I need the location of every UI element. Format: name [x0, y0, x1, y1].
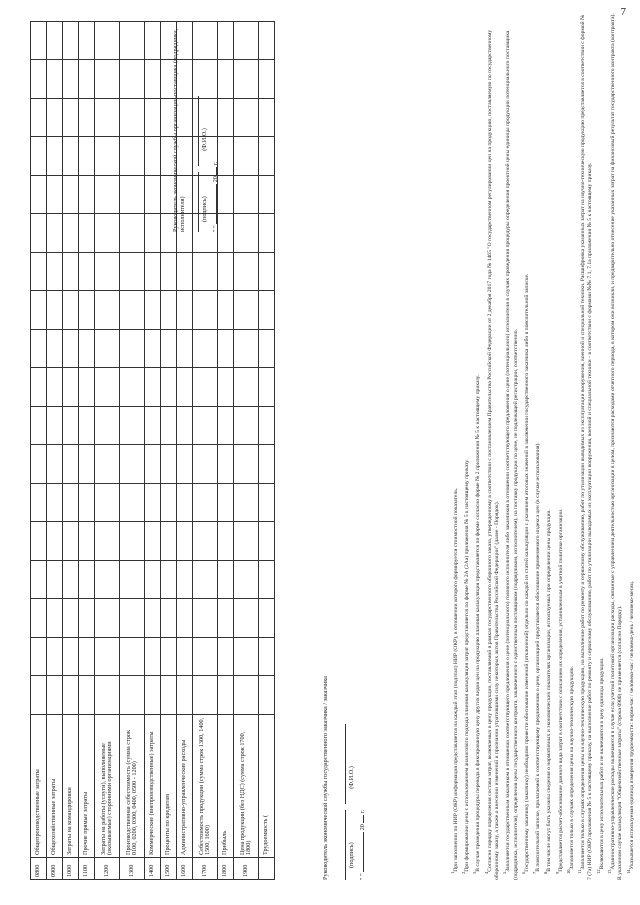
value-cell [218, 176, 234, 215]
value-cell [218, 253, 234, 292]
value-cell [161, 561, 177, 600]
row-name: Трудоемкость ( [259, 715, 275, 858]
left-date-quote: " " [359, 873, 366, 880]
row-code: 1200 [95, 858, 120, 880]
row-name: Проценты по кредитам [161, 715, 177, 858]
row-code: 1600 [177, 858, 193, 880]
value-cell [120, 291, 145, 330]
value-cell [218, 137, 234, 176]
row-code [259, 858, 275, 880]
value-cell [63, 99, 79, 138]
value-cell [47, 368, 63, 407]
value-cell [79, 176, 95, 215]
footnote: $^{13}$Административно-управленческие расходы включаются в случае если учетной политикой организации расходы, связанные с управлением деятельностью организации в целом, признаются расходами отчетного периода, в котором они возникли, и предварительно отнесение указанных затрат на финансовый результат государственного контракта (контракта). В указанном случае калькуляция "Общехозяйственные затраты" (строка 0900) не применяется (согласно Порядку). [606, 13, 624, 880]
left-date-year: 20 [359, 824, 366, 831]
value-cell [47, 522, 63, 561]
value-cell [218, 522, 234, 561]
value-cell [63, 176, 79, 215]
table-row [120, 22, 145, 880]
value-cell [218, 407, 234, 446]
value-cell [259, 291, 275, 330]
value-cell [79, 330, 95, 369]
left-signature-title: Руководитель экономической службы государственного заказчика / заказчика [322, 676, 329, 880]
value-cell [79, 137, 95, 176]
value-cell [31, 330, 47, 369]
value-cell [47, 407, 63, 446]
footnote: $^7$В пояснительной записке, прилагаемой к соответствующему предложению о цене, организацией представляется обоснование применяемого индекса цен (в случае использования). [532, 442, 542, 874]
value-cell [193, 368, 218, 407]
value-cell [95, 368, 120, 407]
value-cell [79, 368, 95, 407]
row-name: Общепроизводственные затраты [31, 715, 47, 858]
value-cell [234, 214, 259, 253]
footnote: $^6$Государственному заказчику (заказчику) необходимо провести обоснование изменений (отклонений) отдельно по каждой из статей калькуляции с указанием итоговых значений в заключении государственного заказчика либо в пояснительной записке. [520, 273, 530, 874]
value-cell [120, 484, 145, 523]
value-cell [193, 676, 218, 715]
row-name: Административно-управленческие расходы [177, 715, 193, 858]
value-cell [120, 22, 145, 61]
value-cell [31, 214, 47, 253]
value-cell [31, 522, 47, 561]
value-cell [193, 561, 218, 600]
value-cell [79, 22, 95, 61]
value-cell [95, 60, 120, 99]
value-cell [95, 484, 120, 523]
row-name: Затраты на командировки [63, 715, 79, 858]
row-code: 0800 [31, 858, 47, 880]
value-cell [177, 638, 193, 677]
value-cell [79, 99, 95, 138]
value-cell [193, 407, 218, 446]
value-cell [63, 445, 79, 484]
value-cell [177, 522, 193, 561]
value-cell [145, 445, 161, 484]
cost-table [30, 21, 275, 880]
value-cell [31, 60, 47, 99]
value-cell [177, 484, 193, 523]
table-row [63, 22, 79, 880]
value-cell [31, 638, 47, 677]
table-row [79, 22, 95, 880]
value-cell [145, 60, 161, 99]
value-cell [177, 599, 193, 638]
value-cell [47, 291, 63, 330]
value-cell [95, 638, 120, 677]
row-name: Производственная себестоимость (сумма строк 0100, 0200, 0300, 0400, 0500 - 1200) [120, 715, 145, 858]
value-cell [63, 484, 79, 523]
value-cell [218, 599, 234, 638]
value-cell [193, 445, 218, 484]
row-code: 1000 [63, 858, 79, 880]
value-cell [120, 176, 145, 215]
value-cell [259, 368, 275, 407]
value-cell [79, 599, 95, 638]
footnote: $^{10}$Заполняется только в случаях определения цены на научно-техническую продукцию. [565, 666, 575, 874]
value-cell [31, 599, 47, 638]
value-cell [218, 22, 234, 61]
value-cell [63, 638, 79, 677]
value-cell [177, 330, 193, 369]
value-cell [259, 99, 275, 138]
footnote: $^9$Представляется расчет-обоснование данного вида затрат в соответствии с описанием их определения, установленным в учетной политике организации. [554, 508, 564, 874]
value-cell [79, 561, 95, 600]
value-cell [145, 214, 161, 253]
value-cell [234, 407, 259, 446]
value-cell [193, 522, 218, 561]
value-cell [120, 214, 145, 253]
value-cell [218, 214, 234, 253]
value-cell [218, 291, 234, 330]
value-cell [63, 214, 79, 253]
value-cell [31, 484, 47, 523]
value-cell [259, 60, 275, 99]
right-date-year: 20 [212, 176, 219, 183]
right-podpis-label: (подпись) [201, 196, 208, 222]
right-fio-label: (Ф.И.О.) [201, 128, 208, 151]
value-cell [218, 638, 234, 677]
footnote: $^{12}$Включаются в цену исполнительных работ и не включаются в цену единицы продукции. [595, 657, 605, 874]
value-cell [234, 368, 259, 407]
table-row [218, 22, 234, 880]
value-cell [47, 214, 63, 253]
value-cell [95, 407, 120, 446]
value-cell [193, 599, 218, 638]
footnote: $^5$Заполняется государственным заказчиком в отношении соответствующего предложения о цене (потенциального) головного исполнителя либо заказчиком в отношении соответствующего предложения о цене (потенциального) исполнителя в случаях проведения процедуры определения проектной цены единицы продукции потенциального поставщика (подрядчика, исполнителя), определения цены государственного контракта, заключенного с единственным поставщиком (подрядчиком, исполнителем), на поставку продукции по цене, не подлежащей регистрации, соответственно. [502, 30, 519, 880]
value-cell [47, 22, 63, 61]
page-number: 7 [620, 6, 626, 18]
footnote: $^2$При формировании цены с использованием аналогового подхода плановая калькуляция затрат представляется по форме № 2А (2Аа) приложения № 5 к настоящему приказу. [461, 459, 471, 874]
value-cell [120, 599, 145, 638]
value-cell [177, 561, 193, 600]
value-cell [95, 176, 120, 215]
table-row [234, 22, 259, 880]
value-cell [47, 99, 63, 138]
value-cell [95, 137, 120, 176]
value-cell [145, 484, 161, 523]
footnote: $^3$В случае проведения процедуры перевода в фиксированную цену других видов цен на продукцию плановая калькуляция представляется по форме согласно форме № 2 приложения № 5 к настоящему приказу. [472, 374, 482, 874]
value-cell [47, 484, 63, 523]
value-cell [145, 599, 161, 638]
value-cell [161, 484, 177, 523]
value-cell [63, 561, 79, 600]
value-cell [47, 253, 63, 292]
value-cell [95, 561, 120, 600]
value-cell [145, 291, 161, 330]
value-cell [31, 176, 47, 215]
table-row [47, 22, 63, 880]
value-cell [218, 60, 234, 99]
value-cell [234, 60, 259, 99]
value-cell [193, 253, 218, 292]
value-cell [120, 137, 145, 176]
value-cell [234, 561, 259, 600]
value-cell [177, 676, 193, 715]
value-cell [177, 445, 193, 484]
value-cell [259, 407, 275, 446]
right-date-suffix: г. [212, 161, 219, 166]
value-cell [193, 484, 218, 523]
value-cell [234, 522, 259, 561]
value-cell [120, 407, 145, 446]
value-cell [120, 99, 145, 138]
left-podpis-label: (подпись) [348, 842, 355, 868]
value-cell [47, 176, 63, 215]
value-cell [120, 676, 145, 715]
value-cell [161, 599, 177, 638]
value-cell [31, 445, 47, 484]
value-cell [161, 407, 177, 446]
footnotes [450, 12, 637, 880]
value-cell [95, 253, 120, 292]
value-cell [63, 599, 79, 638]
value-cell [259, 176, 275, 215]
row-name: Прибыль [218, 715, 234, 858]
value-cell [79, 445, 95, 484]
row-name: Прочие прямые затраты [79, 715, 95, 858]
row-name: Цена продукции (без НДС) (сумма строк 1700, 1800) [234, 715, 259, 858]
value-cell [177, 368, 193, 407]
value-cell [63, 137, 79, 176]
value-cell [161, 291, 177, 330]
value-cell [234, 445, 259, 484]
value-cell [259, 22, 275, 61]
value-cell [145, 676, 161, 715]
value-cell [95, 22, 120, 61]
value-cell [31, 676, 47, 715]
value-cell [95, 214, 120, 253]
value-cell [95, 291, 120, 330]
value-cell [145, 561, 161, 600]
value-cell [259, 137, 275, 176]
value-cell [259, 253, 275, 292]
value-cell [31, 368, 47, 407]
value-cell [79, 638, 95, 677]
value-cell [47, 445, 63, 484]
value-cell [79, 522, 95, 561]
value-cell [63, 522, 79, 561]
value-cell [120, 330, 145, 369]
value-cell [63, 60, 79, 99]
value-cell [218, 368, 234, 407]
value-cell [31, 99, 47, 138]
value-cell [95, 676, 120, 715]
left-signature-block [322, 600, 366, 880]
table-row [259, 22, 275, 880]
value-cell [234, 484, 259, 523]
value-cell [31, 291, 47, 330]
value-cell [234, 99, 259, 138]
value-cell [79, 60, 95, 99]
value-cell [145, 522, 161, 561]
value-cell [259, 214, 275, 253]
left-date-suffix: г. [359, 809, 366, 814]
row-name: Себестоимость продукции (сумма строк 1300, 1400, 1500, 1600) [193, 715, 218, 858]
value-cell [259, 484, 275, 523]
row-code: 1100 [79, 858, 95, 880]
row-code: 1800 [218, 858, 234, 880]
value-cell [120, 561, 145, 600]
footnote: $^4$Согласно порядку определения состава затрат, включаемых в цену продукции, поставляемой в рамках государственного оборонного заказа, утвержденному в соответствии с постановлением Правительства Российской Федерации от 2 декабря 2017 года № 1465 "О государственном регулировании цен на продукцию, поставляемую по государственному оборонному заказу, а также о внесении изменений и признании утратившими силу некоторых актов Правительства Российской Федерации" (далее - Порядок). [483, 29, 500, 880]
value-cell [63, 407, 79, 446]
value-cell [145, 253, 161, 292]
row-code: 0900 [47, 858, 63, 880]
value-cell [145, 368, 161, 407]
value-cell [161, 253, 177, 292]
value-cell [63, 368, 79, 407]
value-cell [31, 407, 47, 446]
value-cell [259, 445, 275, 484]
right-signature-block [172, 2, 219, 232]
value-cell [259, 522, 275, 561]
value-cell [95, 330, 120, 369]
row-name: Общехозяйственные затраты [47, 715, 63, 858]
row-code: 1500 [161, 858, 177, 880]
value-cell [177, 253, 193, 292]
value-cell [234, 253, 259, 292]
table-row [145, 22, 161, 880]
value-cell [161, 676, 177, 715]
value-cell [63, 330, 79, 369]
value-cell [161, 330, 177, 369]
value-cell [120, 368, 145, 407]
value-cell [234, 176, 259, 215]
value-cell [161, 368, 177, 407]
value-cell [234, 676, 259, 715]
value-cell [63, 676, 79, 715]
value-cell [145, 22, 161, 61]
value-cell [31, 22, 47, 61]
value-cell [145, 330, 161, 369]
value-cell [47, 330, 63, 369]
value-cell [259, 561, 275, 600]
value-cell [120, 445, 145, 484]
value-cell [145, 176, 161, 215]
value-cell [120, 60, 145, 99]
footnote: $^8$В том числе могут быть указаны сведения о нормативных и экономических показателях организации, используемых при определении цены продукции. [543, 509, 553, 874]
value-cell [234, 137, 259, 176]
footnote: $^1$При заполнении по НИР (ОКР) информация представляется на каждый этап (подэтап) НИР (ОКР), в отношении которого формируется стоимостной показатель. [450, 487, 459, 874]
value-cell [31, 253, 47, 292]
table-row [31, 22, 47, 880]
value-cell [161, 445, 177, 484]
value-cell [120, 253, 145, 292]
value-cell [47, 60, 63, 99]
value-cell [218, 99, 234, 138]
table-row [95, 22, 120, 880]
value-cell [79, 484, 95, 523]
value-cell [79, 407, 95, 446]
row-name: Коммерческие (внепроизводственные) затраты [145, 715, 161, 858]
value-cell [193, 330, 218, 369]
footnote: $^{14}$Указывается используемая единица измерения трудоемкости: норма-час / человеко-час / человеко-день / человеко-месяц. [625, 580, 635, 874]
value-cell [193, 638, 218, 677]
value-cell [161, 638, 177, 677]
value-cell [95, 599, 120, 638]
value-cell [95, 522, 120, 561]
value-cell [145, 99, 161, 138]
value-cell [47, 561, 63, 600]
value-cell [31, 137, 47, 176]
value-cell [47, 676, 63, 715]
value-cell [218, 484, 234, 523]
value-cell [79, 253, 95, 292]
value-cell [259, 638, 275, 677]
value-cell [120, 522, 145, 561]
value-cell [79, 291, 95, 330]
value-cell [234, 330, 259, 369]
value-cell [63, 291, 79, 330]
value-cell [47, 638, 63, 677]
value-cell [145, 638, 161, 677]
value-cell [259, 676, 275, 715]
rotated-page [18, 0, 635, 880]
row-name: Затраты на работы (услуги), выполняемые (оказываемые) сторонними организациями [95, 715, 120, 858]
value-cell [31, 561, 47, 600]
left-fio-label: (Ф.И.О.) [348, 766, 355, 789]
right-signature-title: Руководитель экономической службы организации-поставщика (подрядчика, исполнителя) [172, 28, 186, 232]
value-cell [95, 99, 120, 138]
footnote: $^{11}$Заполняется только в случаях определения цены на научно-техническую продукцию, на выполнение работ по ремонту и сервисному обслуживанию, работ по утилизации выводимых из эксплуатации вооружения, военной и специальной техники. Расшифровка указанных затрат на научно-техническую продукцию представляется в соответствии с формой № 7 (7а) НИР (ОКР) приложения № 5 к настоящему приказу, на выполнение работ по ремонту и сервисному обслуживанию, работ по утилизации выводимых из эксплуатации вооружения, военной и специальной техники - в соответствии с формами №№ 7.1, 7.1а приложения № 5 к настоящему приказу. [577, 14, 594, 880]
row-code: 1900 [234, 858, 259, 880]
value-cell [218, 676, 234, 715]
value-cell [259, 330, 275, 369]
value-cell [47, 137, 63, 176]
value-cell [177, 291, 193, 330]
value-cell [145, 407, 161, 446]
value-cell [218, 330, 234, 369]
value-cell [95, 445, 120, 484]
value-cell [234, 599, 259, 638]
value-cell [47, 599, 63, 638]
value-cell [161, 522, 177, 561]
value-cell [63, 253, 79, 292]
value-cell [120, 638, 145, 677]
value-cell [218, 561, 234, 600]
value-cell [234, 291, 259, 330]
value-cell [234, 22, 259, 61]
right-date-quote: " " [212, 225, 219, 232]
value-cell [145, 137, 161, 176]
value-cell [218, 445, 234, 484]
value-cell [79, 676, 95, 715]
row-code: 1300 [120, 858, 145, 880]
value-cell [259, 599, 275, 638]
value-cell [79, 214, 95, 253]
value-cell [234, 638, 259, 677]
value-cell [177, 407, 193, 446]
row-code: 1700 [193, 858, 218, 880]
row-code: 1400 [145, 858, 161, 880]
value-cell [63, 22, 79, 61]
value-cell [193, 291, 218, 330]
